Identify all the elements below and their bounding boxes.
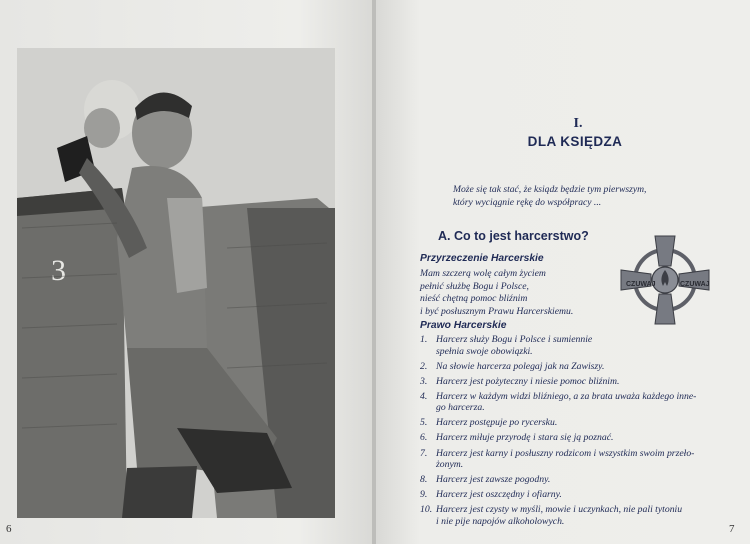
promise-line: i być posłusznym Prawu Harcerskiemu. (420, 305, 574, 317)
law-item (420, 334, 720, 357)
law-item-number: 4. (420, 390, 428, 402)
law-item-line: go harcerza. (436, 402, 485, 414)
law-item (420, 432, 720, 444)
law-item-number: 6. (420, 432, 428, 444)
epigraph (453, 183, 693, 209)
law-item-number: 2. (420, 360, 428, 372)
law-item-line: i nie pije napojów alkoholowych. (436, 515, 565, 527)
law-item-line: spełnia swoje obowiązki. (436, 345, 533, 357)
law-item (420, 417, 720, 429)
praying-scout-illustration (17, 48, 335, 518)
law-item (420, 376, 720, 388)
badge-right-text: CZUWAJ (680, 281, 710, 288)
law-item-line: Harcerz jest zawsze pogodny. (436, 474, 551, 486)
law-item-number: 8. (420, 474, 428, 486)
chapter-number: I. (573, 116, 583, 131)
promise-text (420, 268, 630, 318)
section-heading: A. Co to jest harcerstwo? (438, 229, 589, 243)
law-item (420, 504, 720, 527)
page-number-left: 6 (6, 523, 12, 535)
law-item-line: Harcerz postępuje po rycersku. (436, 417, 558, 429)
promise-heading: Przyrzeczenie Harcerskie (420, 253, 544, 264)
law-item-number: 5. (420, 417, 428, 429)
law-item-number: 9. (420, 489, 428, 501)
epigraph-line: który wyciągnie rękę do współpracy ... (453, 197, 602, 208)
law-list (420, 334, 720, 531)
law-item-line: Harcerz w każdym widzi bliźniego, a za brata uważa każdego inne- (436, 390, 697, 402)
law-item-line: Harcerz służy Bogu i Polsce i sumiennie (436, 334, 593, 345)
law-item (420, 474, 720, 486)
law-item (420, 448, 720, 471)
scout-cross-badge-icon (617, 232, 713, 328)
epigraph-line: Może się tak stać, że ksiądz będzie tym pierwszym, (453, 184, 647, 195)
law-item-number: 7. (420, 447, 428, 459)
law-item-line: Harcerz miłuje przyrodę i stara się ją poznać. (436, 432, 614, 444)
chapter-title: DLA KSIĘDZA (527, 134, 623, 149)
page-number-right: 7 (729, 523, 735, 535)
law-item-number: 10. (420, 504, 433, 516)
law-item-line: Na słowie harcerza polegaj jak na Zawiszy. (436, 360, 605, 372)
law-item-line: Harcerz jest karny i posłuszny rodzicom i wszystkim swoim przeło- (436, 447, 695, 459)
promise-line: pełnić służbę Bogu i Polsce, (420, 280, 529, 292)
law-item-number: 3. (420, 375, 428, 387)
law-item-line: Harcerz jest oszczędny i ofiarny. (436, 489, 562, 501)
law-item-line: Harcerz jest pożyteczny i niesie pomoc bliźnim. (436, 375, 620, 387)
law-item (420, 361, 720, 373)
law-item-line: Harcerz jest czysty w myśli, mowie i uczynkach, nie pali tytoniu (436, 504, 683, 516)
book-gutter (372, 0, 376, 544)
law-item-number: 1. (420, 334, 428, 345)
badge-left-text: CZUWAJ (626, 281, 656, 288)
promise-line: nieść chętną pomoc bliźnim (420, 293, 528, 304)
law-item-line: żonym. (436, 459, 464, 471)
law-item (420, 391, 720, 414)
law-item (420, 489, 720, 501)
promise-line: Mam szczerą wolę całym życiem (420, 268, 546, 279)
law-heading: Prawo Harcerskie (420, 320, 507, 331)
svg-text:3: 3 (51, 254, 66, 287)
